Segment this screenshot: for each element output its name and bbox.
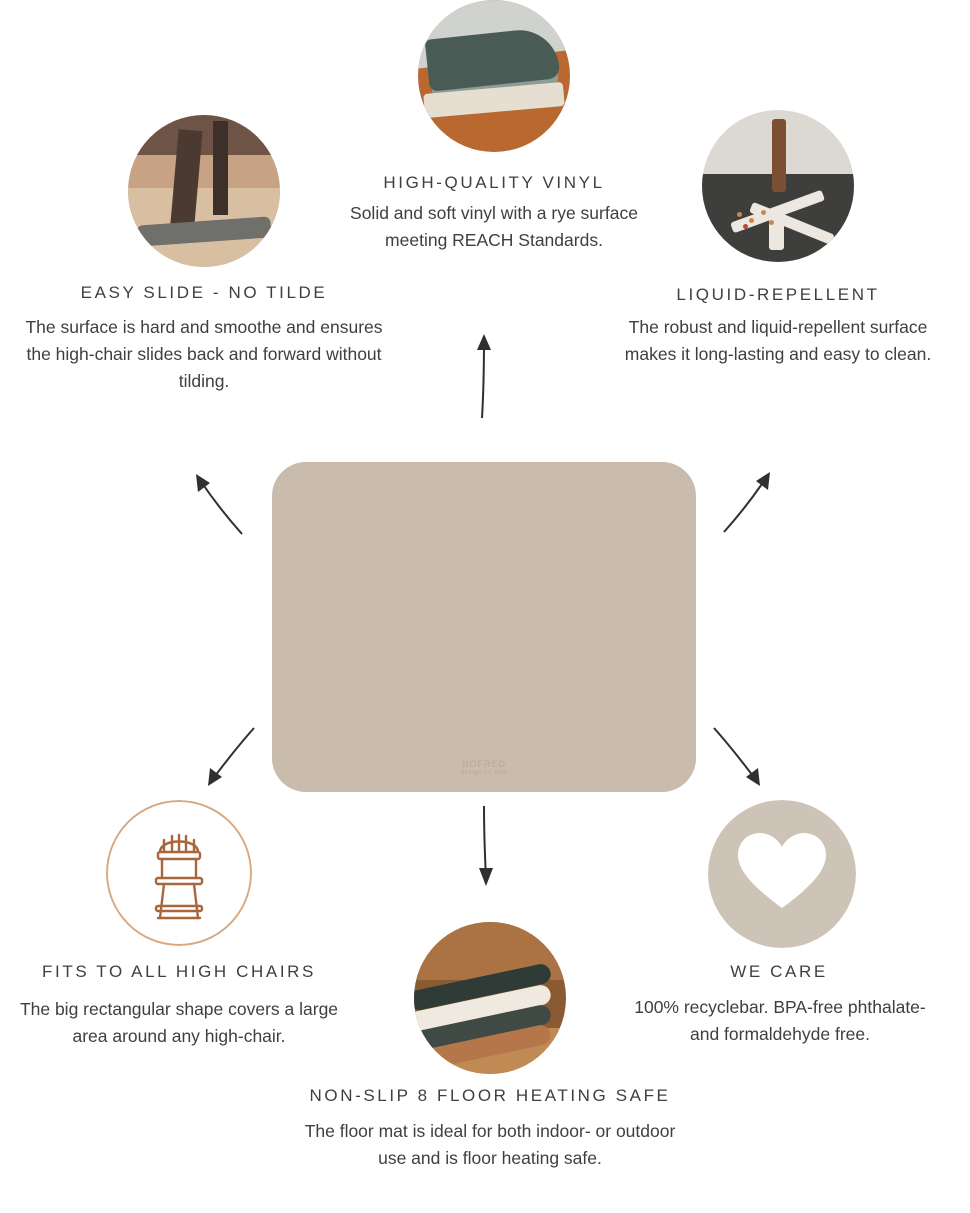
- feature-body-we-care: 100% recyclebar. BPA-free phthalate- and formaldehyde free.: [634, 997, 926, 1045]
- arrow-to-high-quality-vinyl: [460, 330, 510, 420]
- high-chair-icon: [106, 800, 252, 946]
- arrow-to-liquid-repellent: [718, 464, 780, 536]
- feature-title-we-care: WE CARE: [730, 962, 828, 981]
- spilled-crumbs-photo: [702, 110, 854, 262]
- feature-body-non-slip: The floor mat is ideal for both indoor- or outdoor use and is floor heating safe.: [304, 1121, 676, 1169]
- product-floor-mat: [272, 462, 696, 792]
- product-logo-text: NOFRED: [462, 759, 506, 769]
- product-logo-subtext: design for kids: [460, 770, 508, 776]
- feature-body-high-quality-vinyl: Solid and soft vinyl with a rye surface meeting REACH Standards.: [350, 203, 638, 251]
- arrow-to-easy-slide: [186, 466, 248, 538]
- feature-title-easy-slide: EASY SLIDE - NO TILDE: [80, 283, 328, 302]
- arrow-to-we-care: [708, 722, 772, 794]
- feature-body-fits-to-all-high-chairs: The big rectangular shape covers a large area around any high-chair.: [19, 999, 339, 1047]
- feature-title-fits-to-all-high-chairs: FITS TO ALL HIGH CHAIRS: [42, 962, 316, 981]
- feature-title-non-slip: NON-SLIP 8 FLOOR HEATING SAFE: [309, 1086, 671, 1105]
- arrow-to-fits-to-all-high-chairs: [196, 722, 260, 794]
- feature-body-liquid-repellent: The robust and liquid-repellent surface makes it long-lasting and easy to clean.: [624, 317, 932, 365]
- feature-body-easy-slide: The surface is hard and smoothe and ensures the high-chair slides back and forward without tilding.: [25, 317, 383, 392]
- heart-glyph: [708, 800, 856, 948]
- vinyl-swatch-photo: [418, 0, 570, 152]
- feature-title-high-quality-vinyl: HIGH-QUALITY VINYL: [383, 173, 605, 192]
- rolled-mats-photo: [414, 922, 566, 1074]
- high-chair-under-table-photo: [128, 115, 280, 267]
- feature-title-liquid-repellent: LIQUID-REPELLENT: [676, 285, 880, 304]
- arrow-to-non-slip: [460, 804, 510, 890]
- high-chair-glyph: [106, 800, 252, 946]
- product-logo: [272, 759, 696, 776]
- heart-icon: [708, 800, 856, 948]
